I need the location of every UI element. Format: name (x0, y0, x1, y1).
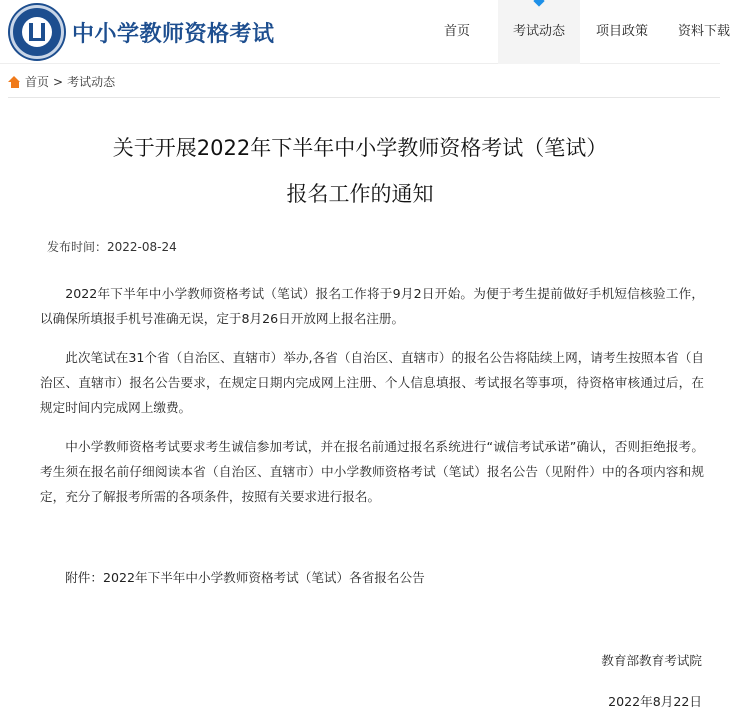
publish-date-value: 2022-08-24 (107, 240, 177, 254)
breadcrumb-home[interactable]: 首页 (25, 75, 50, 89)
nav-downloads[interactable]: 资料下载 (678, 24, 731, 39)
publish-label: 发布时间： (47, 240, 108, 254)
breadcrumb-current[interactable]: 考试动态 (67, 75, 116, 89)
divider (8, 97, 720, 98)
nav-policy[interactable]: 项目政策 (595, 24, 648, 39)
attachment-link[interactable]: 附件：2022年下半年中小学教师资格考试（笔试）各省报名公告 (65, 570, 425, 585)
publish-date (47, 238, 177, 255)
article-title-line2: 报名工作的通知 (286, 182, 434, 206)
site-title[interactable]: 中小学教师资格考试 (72, 22, 275, 47)
nav-exam-news[interactable] (498, 0, 580, 64)
article-title-line1: 关于开展2022年下半年中小学教师资格考试（笔试） (112, 136, 608, 160)
signature: 教育部教育考试院 (601, 653, 702, 668)
active-marker-icon (533, 0, 544, 7)
breadcrumb (8, 73, 115, 90)
nav-home[interactable]: 首页 (443, 24, 470, 39)
home-icon (8, 76, 21, 88)
paragraph-2: 此次笔试在31个省（自治区、直辖市）举办,各省（自治区、直辖市）的报名公告将陆续上网，请考生按照本省（自治区、直辖市）报名公告要求，在规定日期内完成网上注册、个人信息填报、考试报名等事项，待资格审核通过后，在规定时间内完成网上缴费。 (40, 350, 704, 415)
paragraph-3: 中小学教师资格考试要求考生诚信参加考试，并在报名前通过报名系统进行“诚信考试承诺”确认，否则拒绝报考。考生须在报名前仔细阅读本省（自治区、直辖市）中小学教师资格考试（笔试）报名公告（见附件）中的各项内容和规定，充分了解报考所需的各项条件，按照有关要求进行报名。 (40, 439, 704, 504)
paragraph-1: 2022年下半年中小学教师资格考试（笔试）报名工作将于9月2日开始。为便于考生提前做好手机短信核验工作，以确保所填报手机号准确无误，定于8月26日开放网上报名注册。 (40, 286, 704, 326)
nav-label: 考试动态 (512, 24, 565, 39)
sign-date: 2022年8月22日 (608, 694, 702, 709)
site-header (0, 0, 731, 64)
logo-icon[interactable] (10, 5, 64, 59)
breadcrumb-separator: > (53, 74, 64, 89)
